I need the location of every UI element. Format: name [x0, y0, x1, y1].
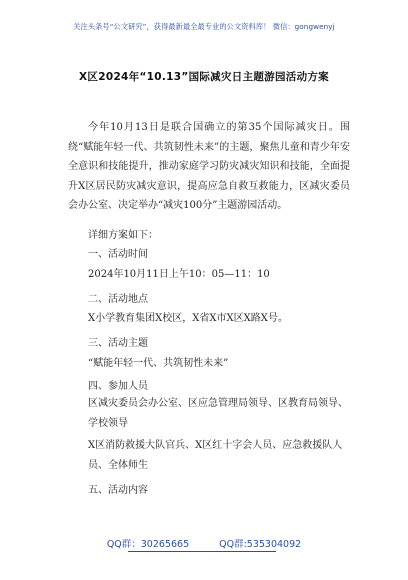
footer-qq-group-1: QQ群：30265665 [106, 539, 190, 550]
footer-qq-group-2: QQ群:535304092 [219, 539, 302, 550]
footer-underline [128, 551, 276, 552]
section-theme-heading: 三、活动主题 [88, 338, 148, 349]
section-place-heading: 二、活动地点 [88, 294, 148, 305]
participants-paragraph-2: X区消防救援大队官兵、X区红十字会人员、应急救援队人员、全体师生 [88, 440, 343, 471]
intro-paragraph: 今年10月13日是联合国确立的第35个国际减灾日。围绕“赋能年轻一代、共筑韧性未来”的主题，聚焦儿童和青少年安全意识和技能提升，推动家庭学习防灾减灾知识和技能，全面提升X区居民防灾减灾意识，提高应急自救互救能力，区减灾委员会办公室、决定举办“减灾100分”主题游园活动。 [68, 122, 350, 211]
section-time-heading: 一、活动时间 [88, 249, 148, 260]
plan-lead: 详细方案如下： [88, 230, 158, 241]
section-theme-value: “赋能年轻一代、共筑韧性未来” [88, 358, 229, 369]
section-place-value: X小学教育集团X校区，X省X市X区X路X号。 [88, 313, 288, 324]
section-participants-heading: 四、参加人员 [88, 381, 148, 392]
section-content-heading: 五、活动内容 [88, 485, 148, 496]
header-banner: 关注头条号“公文研究”，获得最新最全最专业的公文资料库！ 微信：gongwenyj [73, 22, 335, 31]
footer-qq-groups [0, 536, 408, 550]
section-time-value: 2024年10月11日上午10：05—11：10 [88, 269, 270, 280]
document-title: X区2024年“10.13”国际减灾日主题游园活动方案 [79, 71, 329, 83]
participants-paragraph-1: 区减灾委员会办公室、区应急管理局领导、区教育局领导、学校领导 [88, 398, 348, 429]
